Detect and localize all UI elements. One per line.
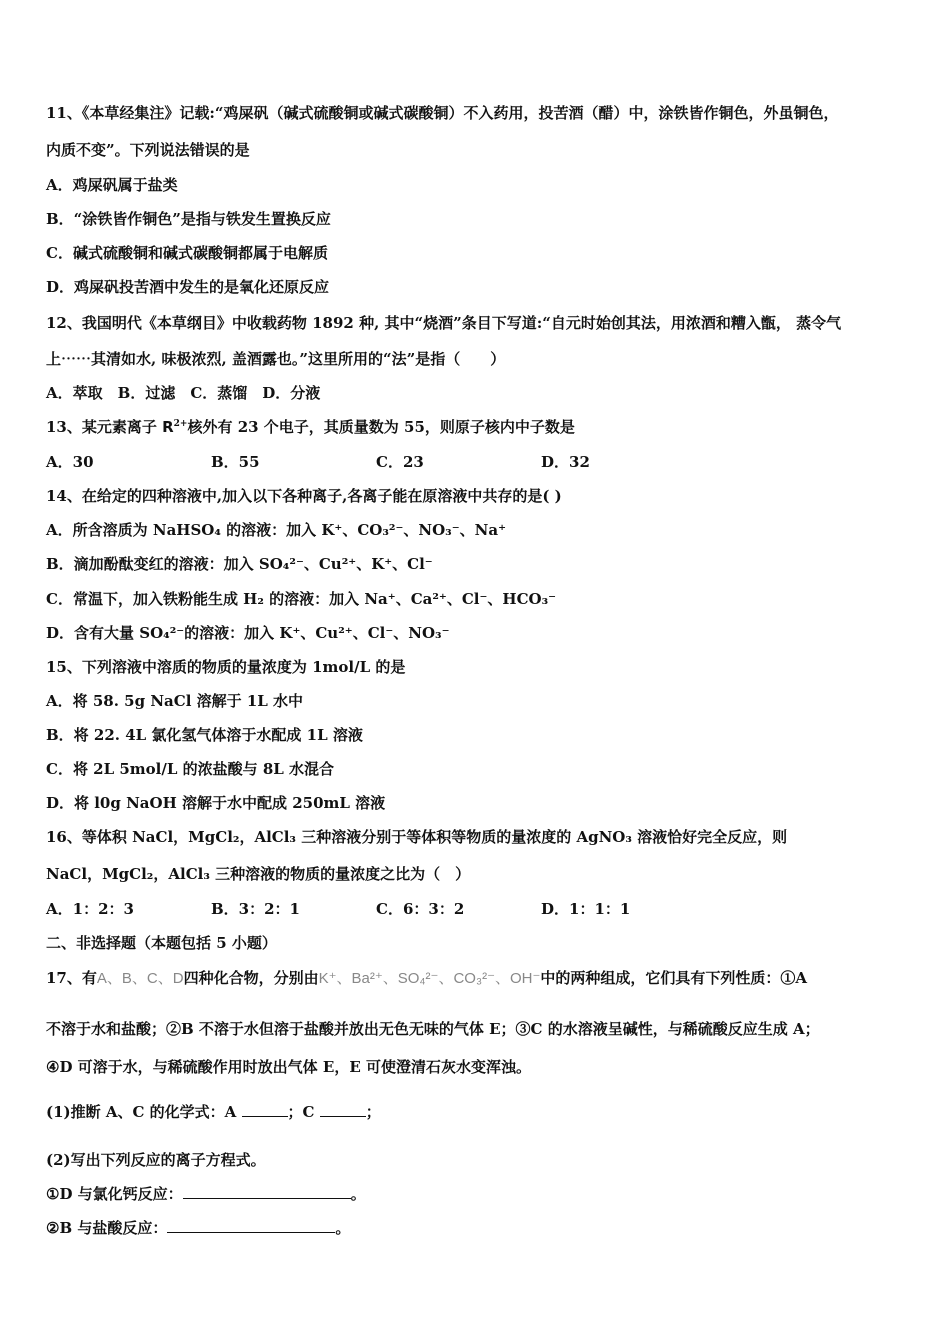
- q17-part1-separator: ；C: [287, 1103, 315, 1121]
- q17-part2b-end: 。: [335, 1219, 351, 1237]
- q15-option-d: D．将 l0g NaOH 溶解于水中配成 250mL 溶液: [46, 794, 386, 812]
- q17-line1-pre: 17、有: [46, 969, 97, 987]
- q14-stem: 14、在给定的四种溶液中,加入以下各种离子,各离子能在原溶液中共存的是( ): [46, 487, 562, 505]
- q13-option-b: B．55: [211, 453, 260, 471]
- q11-stem-line1: 11、《本草经集注》记载:“鸡屎矾（碱式硫酸铜或碱式碳酸铜）不入药用，投苦酒（醋）中，涂铁皆作铜色，外虽铜色，: [46, 104, 839, 122]
- q13-options: [46, 452, 590, 472]
- q17-stem-line2: 不溶于水和盐酸；②B 不溶于水但溶于盐酸并放出无色无味的气体 E；③C 的水溶液呈碱性，与稀硫酸反应生成 A；: [46, 1020, 820, 1038]
- q16-stem-line1: 16、等体积 NaCl，MgCl₂，AlCl₃ 三种溶液分别于等体积等物质的量浓度的 AgNO₃ 溶液恰好完全反应，则: [46, 828, 788, 846]
- q16-option-d: D．1：1：1: [541, 900, 631, 918]
- q14-option-d: D．含有大量 SO₄²⁻的溶液：加入 K⁺、Cu²⁺、Cl⁻、NO₃⁻: [46, 624, 450, 642]
- q17-part1-end: ；: [365, 1103, 381, 1121]
- q12-stem-line1: 12、我国明代《本草纲目》中收载药物 1892 种, 其中“烧酒”条目下写道:“自元时始创其法，用浓酒和糟入甑， 蒸令气: [46, 314, 842, 332]
- q15-option-a: A．将 58. 5g NaCl 溶解于 1L 水中: [46, 692, 304, 710]
- q13-stem-pre: 13、某元素离子: [46, 418, 163, 436]
- q15-stem: 15、下列溶液中溶质的物质的量浓度为 1mol/L 的是: [46, 658, 406, 676]
- section-heading: 二、非选择题（本题包括 5 小题）: [46, 934, 277, 952]
- q13-stem-post: 核外有 23 个电子，其质量数为 55，则原子核内中子数是: [187, 418, 575, 436]
- q11-option-d: D．鸡屎矾投苦酒中发生的是氧化还原反应: [46, 278, 330, 296]
- q16-options: [46, 899, 630, 919]
- q16-option-b: B．3：2：1: [211, 900, 300, 918]
- q17-part2a-end: 。: [350, 1185, 366, 1203]
- q13-ion: R: [162, 418, 174, 436]
- q11-option-b: B．“涂铁皆作铜色”是指与铁发生置换反应: [46, 210, 331, 228]
- q17-part2a: [46, 1184, 366, 1204]
- q17-stem-line3: ④D 可溶于水，与稀硫酸作用时放出气体 E，E 可使澄清石灰水变浑浊。: [46, 1058, 531, 1076]
- q11-option-a: A．鸡屎矾属于盐类: [46, 176, 178, 194]
- q12-options: A．萃取 B．过滤 C．蒸馏 D．分液: [46, 384, 321, 402]
- q17-compound-letters: A、B、C、D: [96, 970, 184, 987]
- q16-option-c: C．6：3：2: [376, 900, 465, 918]
- q13-option-a: A．30: [46, 453, 94, 471]
- q17-line1-mid: 四种化合物，分别由: [183, 969, 319, 987]
- q17-part2-heading: (2)写出下列反应的离子方程式。: [46, 1151, 266, 1169]
- q17-ion-list: K⁺、Ba²⁺、SO₄²⁻、CO₃²⁻、OH⁻: [318, 970, 541, 987]
- q17-stem-line1: [46, 968, 807, 989]
- q13-option-c: C．23: [376, 453, 424, 471]
- q14-option-a: A．所含溶质为 NaHSO₄ 的溶液：加入 K⁺、CO₃²⁻、NO₃⁻、Na⁺: [46, 521, 507, 539]
- q17-part2b: [46, 1218, 350, 1238]
- q11-stem-line2: 内质不变”。下列说法错误的是: [46, 141, 250, 159]
- answer-blank-equation-1[interactable]: [183, 1184, 351, 1199]
- q14-option-b: B．滴加酚酞变红的溶液：加入 SO₄²⁻、Cu²⁺、K⁺、Cl⁻: [46, 555, 433, 573]
- q13-option-d: D．32: [541, 453, 590, 471]
- q14-option-c: C．常温下，加入铁粉能生成 H₂ 的溶液：加入 Na⁺、Ca²⁺、Cl⁻、HCO₃⁻: [46, 590, 557, 608]
- q17-part1: [46, 1102, 381, 1122]
- answer-blank-c[interactable]: [320, 1102, 366, 1117]
- q16-stem-line2: NaCl，MgCl₂，AlCl₃ 三种溶液的物质的量浓度之比为（ ）: [46, 865, 471, 883]
- q15-option-b: B．将 22. 4L 氯化氢气体溶于水配成 1L 溶液: [46, 726, 363, 744]
- q16-option-a: A．1：2：3: [46, 900, 134, 918]
- q12-stem-line2: 上⋯⋯其清如水, 味极浓烈, 盖酒露也。”这里所用的“法”是指（ ）: [46, 350, 506, 368]
- q17-line1-post: 中的两种组成，它们具有下列性质：①A: [540, 969, 808, 987]
- q17-part1-prompt: (1)推断 A、C 的化学式：A: [46, 1103, 237, 1121]
- q13-stem: [46, 417, 575, 437]
- q17-part2b-prompt: ②B 与盐酸反应：: [46, 1219, 168, 1237]
- answer-blank-equation-2[interactable]: [167, 1218, 335, 1233]
- q13-ion-charge: 2+: [173, 419, 188, 429]
- q15-option-c: C．将 2L 5mol/L 的浓盐酸与 8L 水混合: [46, 760, 335, 778]
- q11-option-c: C．碱式硫酸铜和碱式碳酸铜都属于电解质: [46, 244, 328, 262]
- answer-blank-a[interactable]: [242, 1102, 288, 1117]
- q17-part2a-prompt: ①D 与氯化钙反应：: [46, 1185, 183, 1203]
